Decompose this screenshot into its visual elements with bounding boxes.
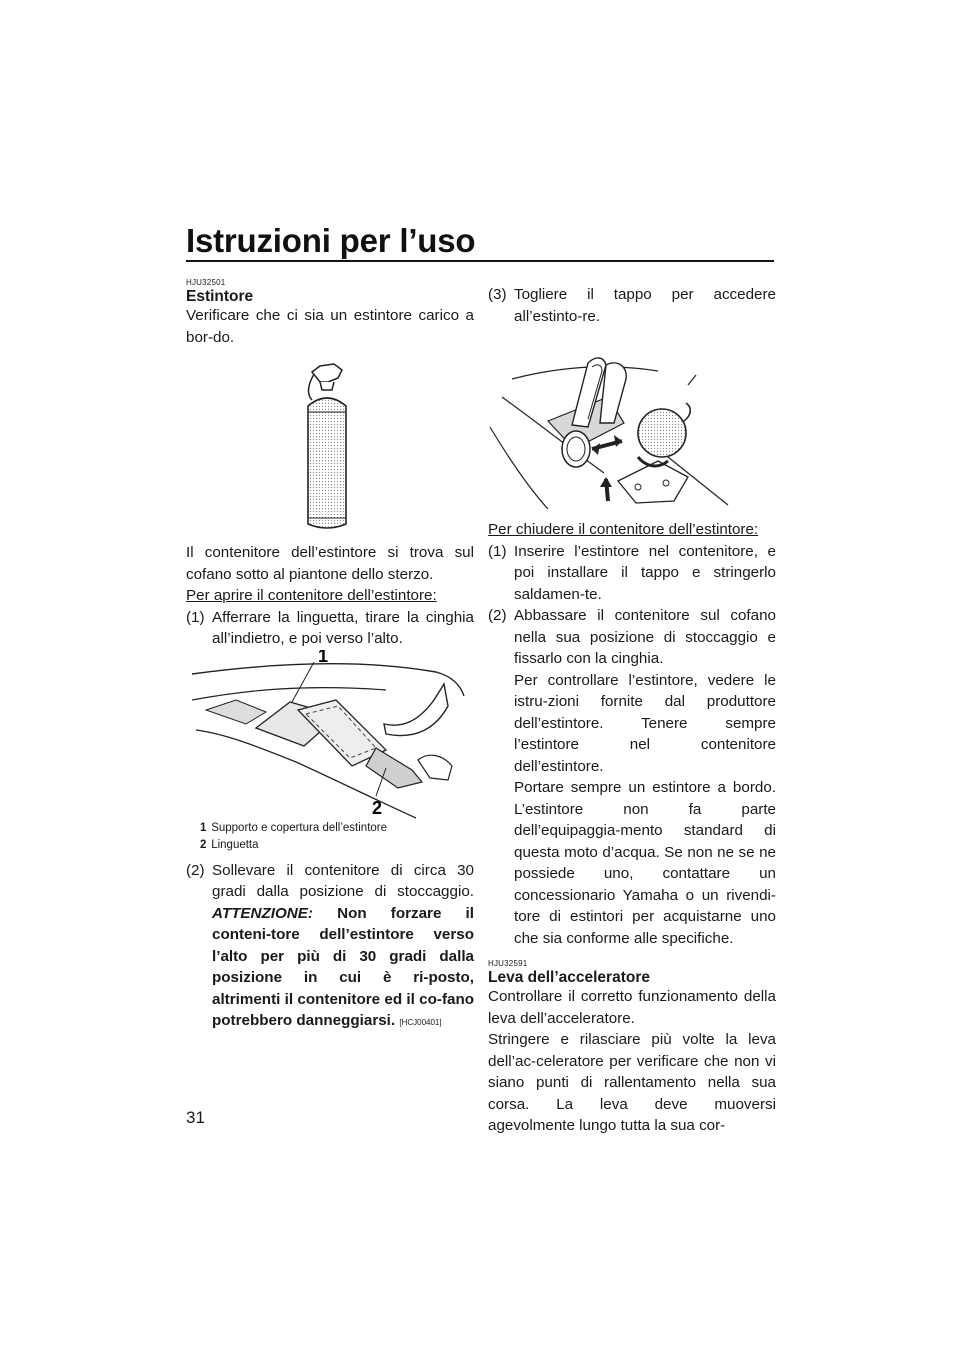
step-text: Inserire l’estintore nel contenitore, e poi installare il tappo e stringerlo saldamen-te. <box>514 542 776 603</box>
step-note: Per controllare l’estintore, vedere le istru-zioni fornite dal produttore dell’estintore. Tenere sempre l’estintore nel contenitore dell’estintore. <box>514 671 776 775</box>
paragraph: Il contenitore dell’estintore si trova sul cofano sotto al piantone dello sterzo. <box>186 544 474 583</box>
caption-text: Linguetta <box>211 838 259 851</box>
step-number: (2) <box>186 861 205 879</box>
step-text: Afferrare la linguetta, tirare la cinghia all’indietro, e poi verso l’alto. <box>212 608 474 647</box>
step-number: (3) <box>488 286 507 303</box>
step-item <box>186 860 474 1034</box>
step-number: (2) <box>488 607 507 624</box>
left-column <box>186 268 474 1034</box>
right-column <box>488 284 776 1137</box>
case-opening-illustration <box>186 650 474 820</box>
step-item <box>488 541 776 606</box>
caption-text: Supporto e copertura dell’estintore <box>211 821 388 834</box>
step-item <box>488 284 776 327</box>
header-rule <box>186 260 774 262</box>
page-number: 31 <box>186 1108 205 1127</box>
caption-number: 1 <box>200 821 207 834</box>
subheading-open: Per aprire il contenitore dell’estintore: <box>186 587 437 604</box>
caption-item <box>200 837 474 854</box>
extinguisher-illustration <box>186 348 474 532</box>
caption-number: 2 <box>200 838 207 851</box>
step-note: Portare sempre un estintore a bordo. L’estintore non fa parte dell’equipaggia-mento standard di questa moto d’acqua. Se non ne se ne possiede uno, contattare un concessionario Yamaha o un rivendi-tore di estintori per acquistarne uno che sia conforme alle specifiche. <box>514 779 776 947</box>
step-text: Abbassare il contenitore sul cofano nella sua posizione di stoccaggio e fissarlo con la cinghia. <box>514 607 776 667</box>
paragraph: Controllare il corretto funzionamento della leva dell’acceleratore. <box>488 988 776 1027</box>
caution-text: Non forzare il conteni-tore dell’estintore verso l’alto per più di 30 gradi dalla posizione in cui è ri-posto, altrimenti il contenitore ed il co-fano potrebbero danneggiarsi. <box>212 904 474 1029</box>
section-heading-extinguisher: Estintore <box>186 288 254 305</box>
page-title: Istruzioni per l’uso <box>186 222 476 259</box>
step-item <box>186 607 474 650</box>
section-heading-throttle: Leva dell’acceleratore <box>488 969 650 986</box>
step-number: (1) <box>186 608 205 626</box>
caution-code: [HCJ00401] <box>399 1018 442 1027</box>
paragraph: Stringere e rilasciare più volte la leva dell’ac-celeratore per verificare che non vi siano punti di rallentamento nella sua corsa. La leva deve muoversi agevolmente lungo tutta la sua cor- <box>488 1031 776 1134</box>
callout-2: 2 <box>372 797 383 818</box>
section-code: HJU32501 <box>186 278 226 287</box>
step-body <box>212 860 474 1034</box>
callout-1: 1 <box>318 649 329 666</box>
paragraph: Verificare che ci sia un estintore carico a bor-do. <box>186 307 474 346</box>
caption-item <box>200 820 474 837</box>
cap-removal-illustration <box>488 327 776 509</box>
step-number: (1) <box>488 542 507 560</box>
step-item <box>488 605 776 670</box>
caution-label: ATTENZIONE: <box>212 904 313 922</box>
step-text: Sollevare il contenitore di circa 30 gradi dalla posizione di stoccaggio. <box>212 861 474 900</box>
subheading-close: Per chiudere il contenitore dell’estintore: <box>488 521 759 538</box>
section-code: HJU32591 <box>488 959 528 968</box>
step-text: Togliere il tappo per accedere all’estinto-re. <box>514 286 776 325</box>
